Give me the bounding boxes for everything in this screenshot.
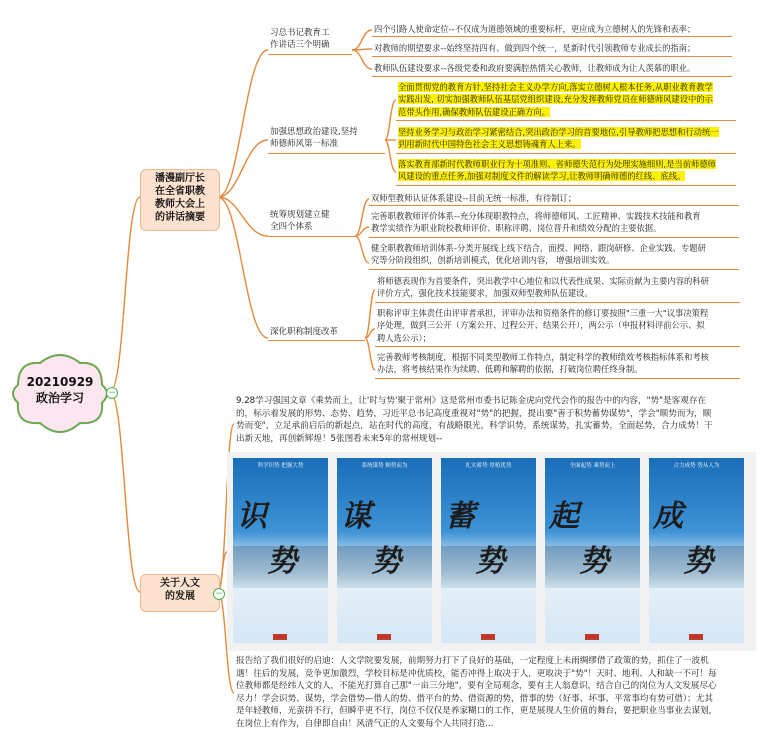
poster-1-char2: 势: [267, 544, 297, 579]
sub4-underline: [268, 340, 365, 341]
sub2-item-2-underline: [396, 153, 736, 154]
sub4-item-1-line1: 将师德表现作为首要条件，突出教学中心地位和以代表性成果、实际贡献为主要内容的科研: [377, 276, 709, 286]
branch2-line2: 的发展: [165, 591, 195, 602]
sub2-item-2-line1: 坚持业务学习与政治学习紧密结合,突出政治学习的首要地位,引导教师把思想和行动统一: [398, 127, 719, 137]
sub3-line1: 统筹规划建立健: [270, 210, 330, 220]
sub2-item-3-line1: 落实教育部新时代教师职业行为十项准则、省师德失范行为处理实施细则,是当前师德师: [398, 159, 716, 169]
sub1-line1: 习总书记教育工: [270, 28, 330, 38]
sub2-line1: 加强思想政治建设,坚持: [270, 127, 358, 137]
sub4-item-1: [377, 275, 709, 300]
reflection-text: [236, 655, 717, 731]
link-b1-sub1: [218, 50, 268, 197]
sub2-item-1-underline: [396, 120, 736, 121]
branch2-line1: 关于人文: [160, 578, 200, 589]
poster-1: [233, 458, 328, 643]
poster-5-char2: 势: [683, 544, 713, 579]
article-line3: 势而变"，立足承前启后的新起点，站在时代的高度，有战略眼光，科学识势，系统谋势，扎实蓄势，全面起势，合力成势！干: [236, 421, 713, 432]
sub1-item-2-underline: [372, 56, 732, 57]
poster-1-char1: 识: [237, 499, 264, 534]
sub4-item-2: [377, 307, 708, 344]
poster-1-logo: [273, 634, 287, 640]
sub4-item-3-line1: 完善教师考核制度，根据不同类型教师工作特点，制定科学的教师绩效考核指标体系和考核: [377, 352, 709, 362]
sub2-item-3-line2: 风建设的重点任务,加强对制度文件的解读学习,让教师明确师德的红线、底线。: [398, 171, 686, 182]
sub3-item-2-underline: [369, 237, 739, 238]
sub2-item-1: [398, 81, 713, 118]
poster-3-logo: [481, 634, 495, 640]
poster-4-char2: 势: [579, 544, 609, 579]
sub4-item-3-line2: 办法，将考核结果作为续聘、低聘和解聘的依据，打破岗位聘任终身制。: [377, 364, 643, 375]
root-title-date: 20210929: [26, 375, 94, 389]
poster-image-panel: [227, 452, 756, 651]
sub1-item-3: 教师队伍建设要求--各级党委和政府要满腔热情关心教师，让教师成为让人羡慕的职业。: [374, 63, 696, 73]
sub3-item-3: [371, 242, 706, 267]
poster-1-title: 科学识势 把握大势: [257, 463, 304, 469]
poster-2-char1: 谋: [341, 499, 368, 534]
poster-4-logo: [585, 634, 599, 640]
sub3-item-2-line2: 教学实绩作为职业院校教师评价、职称评聘、岗位晋升和绩效分配的主要依据。: [371, 223, 662, 234]
reflection-line5: 是年轻教师，光蛮拼不行，但瞬乎更不行，岗位不仅仅是养家糊口的工作，更是展现人生价值的舞台，要把职业当事业去谋划，: [236, 706, 718, 717]
sub2-item-2-line2: 到用新时代中国特色社会主义思想铸魂育人上来。: [398, 139, 581, 150]
sub4-item-2-line1: 职称评审主体责任由评审者承担，评审办法和资格条件的修订要按照"三重一大"议事决策程: [377, 308, 709, 318]
sub1-item-3-underline: [372, 76, 732, 77]
poster-2-title: 系统谋势 顺势而为: [361, 463, 408, 469]
poster-2: [337, 458, 432, 643]
collapse-root-icon[interactable]: −: [106, 387, 118, 399]
collapse-branch2-icon[interactable]: −: [213, 588, 225, 600]
sub3-item-2: [371, 210, 701, 235]
reflection-line1: 报告给了我们很好的启迪：人文学院要发展，前期努力打下了良好的基础，一定程度上未雨绸缪借了政策的势，抓住了一波机: [236, 656, 709, 666]
article-line2: 的，标示着发展的形势、态势、趋势，习近平总书记高度重视对"势"的把握，提出要"善于积势蓄势谋势"，学会"顺势而为，顺: [236, 408, 712, 419]
sub4-item-2-underline: [375, 346, 740, 347]
sub2-item-3-underline: [396, 185, 736, 186]
poster-4-title: 全面起势 乘势而上: [569, 463, 616, 469]
sub3-underline: [268, 236, 355, 237]
poster-2-char2: 势: [371, 544, 401, 579]
article-summary: [236, 395, 713, 445]
reflection-line3: 位教师都是经纬人文的人，不能光打算自己那"一亩三分地"，要有全局观念，要有主人翁意识，结合自己的岗位为人文发展尽心: [236, 681, 717, 692]
poster-4: [545, 458, 640, 643]
sub1-item-1: 四个引路人使命定位--不仅成为道德领域的重要标杆，更应成为立德树人的先锋和表率；: [374, 24, 696, 34]
poster-3-char2: 势: [475, 544, 505, 579]
sub4-item-3: [377, 351, 709, 376]
branch-humanities-development[interactable]: [140, 574, 220, 612]
subtopic-three-clarities[interactable]: [270, 27, 354, 51]
sub3-item-1-underline: [369, 205, 739, 206]
root-node[interactable]: [10, 349, 110, 437]
reflection-line4: 尽力！学会识势、谋势，学会借势—借人的势、借平台的势、借资源的势，借事的势（好事、坏事、平常事均有势可借）；尤其: [236, 693, 713, 704]
poster-5-logo: [689, 634, 703, 640]
sub3-item-3-line2: 究等分阶段组织，创新培训模式，优化培训内容， 增强培训实效。: [371, 255, 615, 266]
poster-5-char1: 成: [653, 499, 680, 534]
sub3-item-3-underline: [369, 269, 739, 270]
sub3-item-1: 双师型教师认证体系建设--目前无统一标准，有待制订；: [371, 193, 577, 203]
poster-5-title: 合力成势 势从人为: [673, 463, 720, 469]
root-title-topic: 政治学习: [35, 391, 84, 405]
link-root-branch1: [110, 197, 140, 392]
branch1-line3: 教师大会上: [155, 199, 205, 210]
branch-speech-summary[interactable]: [140, 169, 220, 231]
sub3-item-3-line1: 健全职教教师培训体系-分类开展线上线下结合，面授、网络、跟岗研修、企业实践、专题研: [371, 243, 706, 253]
branch1-line4: 的讲话摘要: [155, 212, 205, 223]
sub2-line2: 师德师风第一标准: [270, 139, 339, 149]
sub3-item-2-line1: 完善职教教师评价体系--充分体现职教特点，将师德师风、工匠精神、实践技术技能和教育: [371, 211, 701, 221]
subtopic-four-systems[interactable]: [270, 209, 356, 233]
reflection-line2: 遇！往后的发展，竞争更加激烈，学校目标是冲优质校，能否冲得上取决于人，更取决于"势"！天时、地利、人和缺一不可！每: [236, 668, 717, 679]
sub4-item-3-underline: [375, 378, 740, 379]
sub4-item-1-underline: [375, 302, 740, 303]
subtopic-title-reform[interactable]: 深化职称制度改革: [270, 327, 339, 337]
poster-3-title: 扎实蓄势 厚植优势: [465, 463, 512, 469]
sub4-item-1-line2: 评价方式，强化技术技能要求，加强双师型教师队伍建设。: [377, 288, 593, 299]
sub2-item-3: [398, 158, 716, 183]
branch1-line2: 在全省职教: [155, 186, 205, 197]
sub1-underline: [268, 54, 352, 55]
sub1-line2: 作讲话三个明确: [270, 40, 330, 50]
subtopic-ideology-ethics[interactable]: [270, 126, 388, 150]
poster-5: [649, 458, 744, 643]
article-line1: 9.28学习强国文章《乘势而上，让'时与势'聚于常州》这是常州市委书记陈金虎向党代会作的报告中的内容，"势"是客观存在: [236, 396, 707, 406]
sub2-underline: [268, 153, 385, 154]
poster-4-char1: 起: [549, 499, 576, 534]
sub2-item-1-line1: 全面贯彻党的教育方针,坚持社会主义办学方向,落实立德树人根本任务,从职业教育教学: [398, 82, 713, 92]
poster-3-char1: 蓄: [445, 499, 472, 534]
poster-2-logo: [377, 634, 391, 640]
reflection-line6: 在岗位上有作为，自律即自由！风清气正的人文要每个人共同打造...: [236, 718, 494, 729]
sub2-item-2: [398, 126, 719, 151]
sub2-item-1-line2: 实践出发, 切实加强教师队伍基层党组织建设,充分发挥教师党员在师德师风建设中的示: [398, 94, 713, 105]
sub1-item-2: 对教师的期望要求--始终坚持四有、做到四个统一，是新时代引领教师专业成长的指南；: [374, 43, 696, 53]
sub2-item-1-line3: 范带头作用,确保教师队伍建设正确方向。: [398, 106, 550, 117]
sub3-line2: 全四个体系: [270, 222, 313, 232]
link-b1-sub2: [218, 140, 268, 197]
sub4-item-2-line2: 序处理，做到三公开（方案公开、过程公开、结果公开），两公示（申报材料评前公示、拟: [377, 320, 705, 331]
sub4-item-2-line3: 聘人选公示）；: [377, 332, 431, 343]
poster-3: [441, 458, 536, 643]
sub1-item-1-underline: [372, 36, 732, 37]
article-line4: 出新天地，再创新辉煌！5张图看未来5年的常州规划--: [236, 433, 443, 444]
link-root-branch2: [110, 392, 140, 592]
branch1-line1: 潘漫副厅长: [155, 173, 205, 184]
